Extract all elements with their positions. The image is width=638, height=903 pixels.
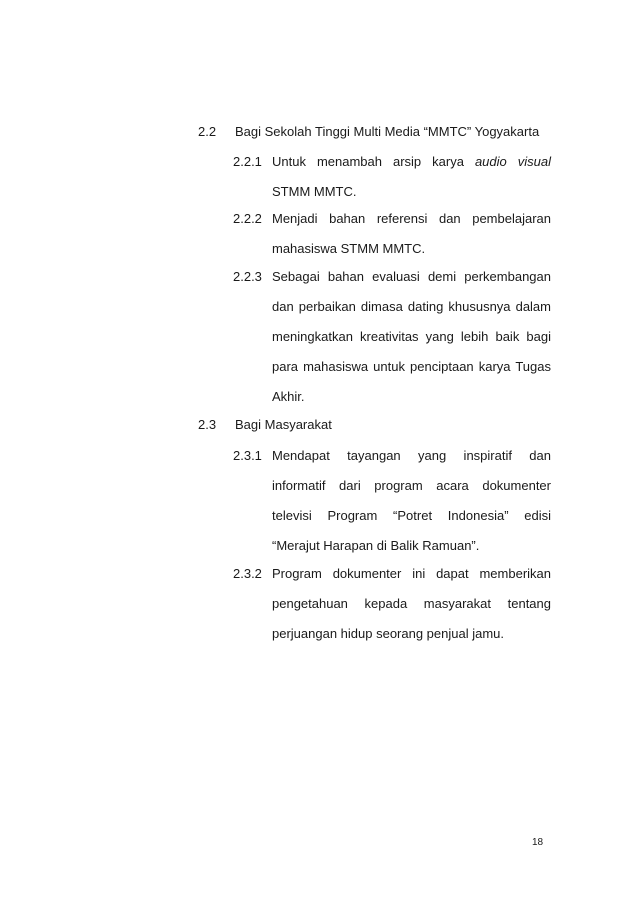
item-line: para mahasiswa untuk penciptaan karya Tugas (272, 359, 551, 374)
item-line: Sebagai bahan evaluasi demi perkembangan (272, 269, 551, 284)
section-title: Bagi Masyarakat (235, 417, 332, 432)
item-line: Akhir. (272, 389, 305, 404)
item-number: 2.3.1 (233, 448, 262, 463)
item-line: televisi Program “Potret Indonesia” edisi (272, 508, 551, 523)
item-number: 2.3.2 (233, 566, 262, 581)
item-line: STMM MMTC. (272, 184, 357, 199)
page-number: 18 (532, 837, 544, 848)
item-line: Mendapat tayangan yang inspiratif dan (272, 448, 551, 463)
item-text: Untuk menambah arsip karya (272, 154, 464, 169)
section-title: Bagi Sekolah Tinggi Multi Media “MMTC” Yogyakarta (235, 124, 540, 139)
item-line: “Merajut Harapan di Balik Ramuan”. (272, 538, 480, 553)
item-number: 2.2.3 (233, 269, 262, 284)
item-italic-text: audio visual (474, 154, 551, 169)
item-line: perjuangan hidup seorang penjual jamu. (272, 626, 505, 641)
section-number: 2.2 (198, 124, 217, 139)
item-line: pengetahuan kepada masyarakat tentang (272, 596, 551, 611)
item-line (272, 154, 551, 170)
item-line: Menjadi bahan referensi dan pembelajaran (272, 211, 551, 226)
item-line: informatif dari program acara dokumenter (272, 478, 551, 493)
item-line: meningkatkan kreativitas yang lebih baik bagi (272, 329, 551, 344)
section-number: 2.3 (198, 417, 217, 432)
item-line: mahasiswa STMM MMTC. (272, 241, 426, 256)
item-line: dan perbaikan dimasa dating khususnya dalam (272, 299, 551, 314)
item-number: 2.2.2 (233, 211, 262, 226)
item-line: Program dokumenter ini dapat memberikan (272, 566, 551, 581)
item-number: 2.2.1 (233, 154, 262, 169)
